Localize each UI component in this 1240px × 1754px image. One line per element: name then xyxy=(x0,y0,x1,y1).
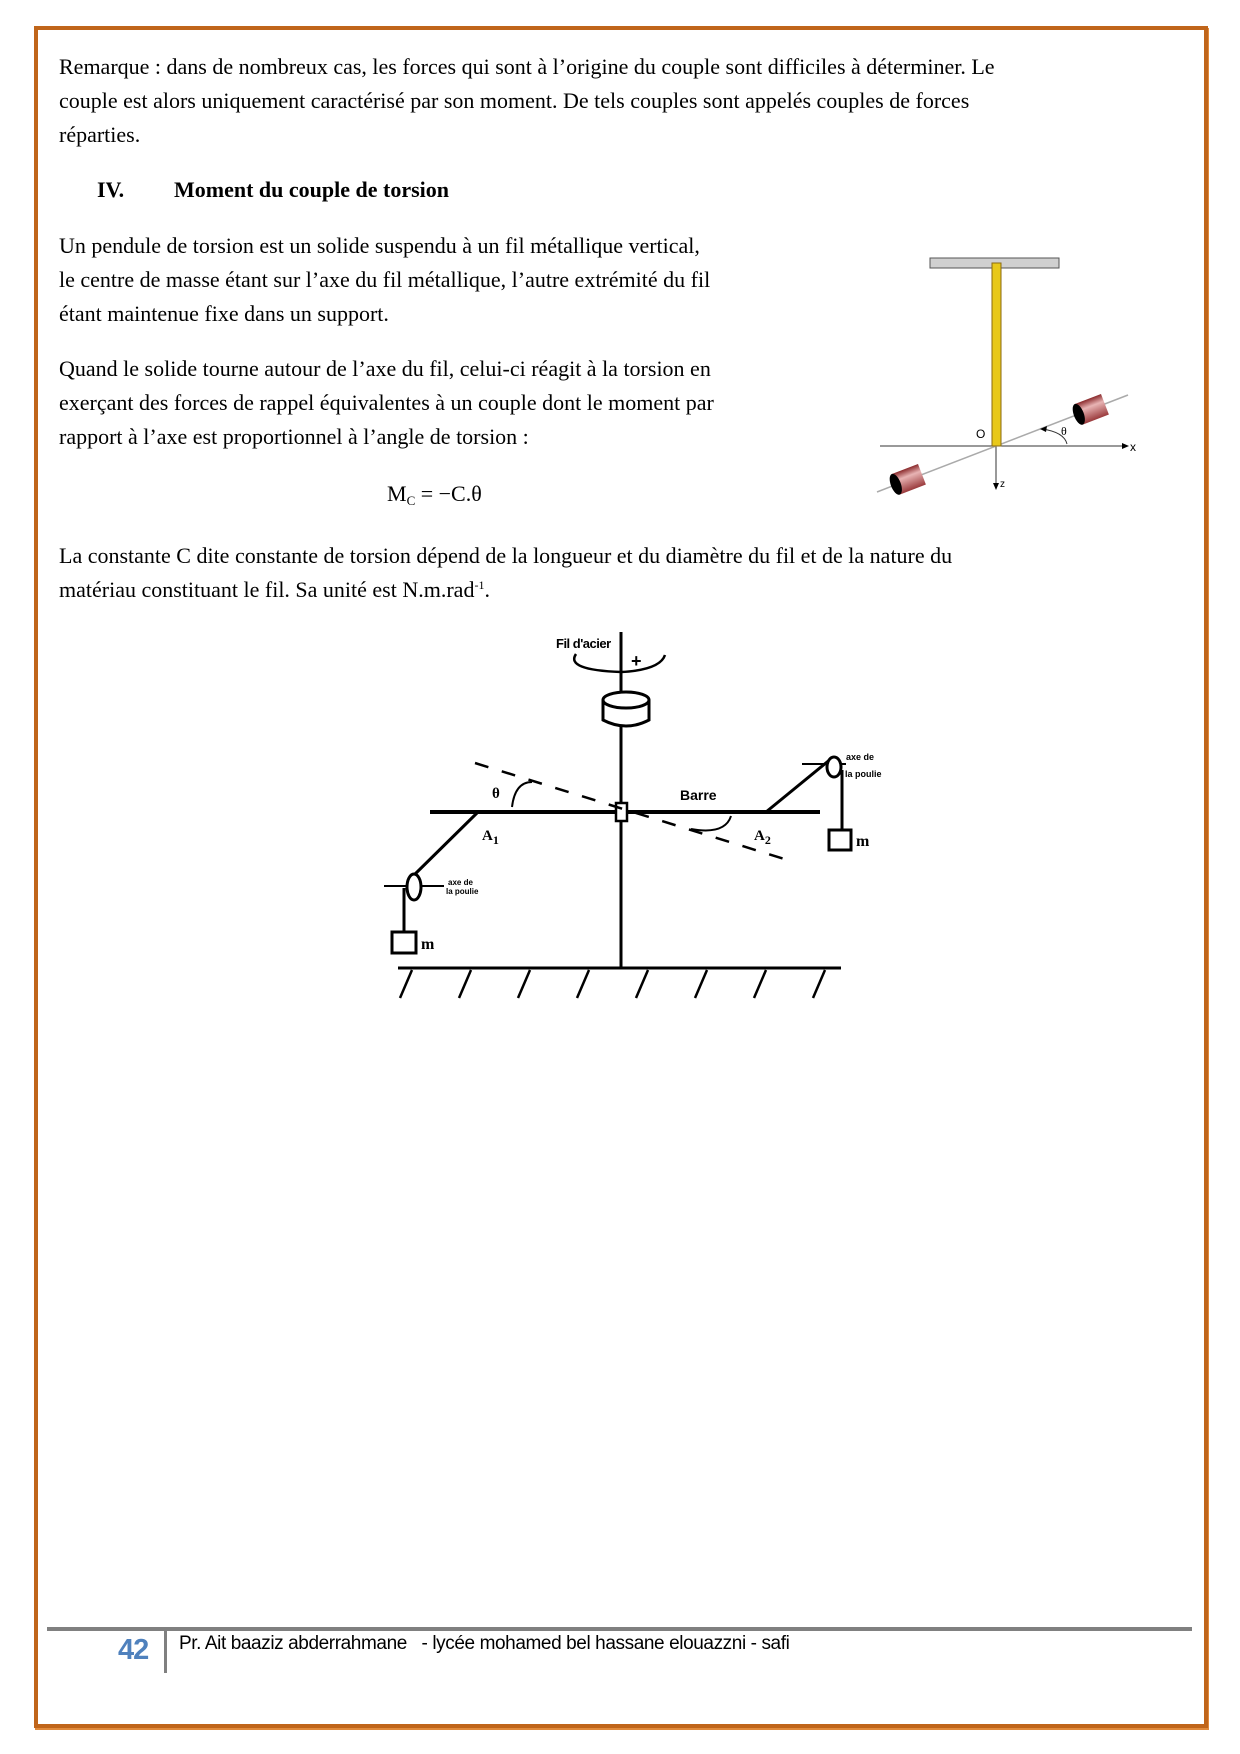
para1-line-2: le centre de masse étant sur l’axe du fil métallique, l’autre extrémité du fil xyxy=(59,267,711,292)
remark-line-1: Remarque : dans de nombreux cas, les forces qui sont à l’origine du couple sont difficiles à déterminer. Le xyxy=(59,54,995,79)
cylinder-disk xyxy=(603,692,649,726)
z-arrow-icon xyxy=(993,483,999,490)
mass-left xyxy=(887,464,926,496)
footer-author: Pr. Ait baaziz abderrahmane - lycée mohamed bel hassane elouazzni - safi xyxy=(179,1633,790,1654)
para3-end: . xyxy=(484,577,490,602)
footer-divider xyxy=(47,1627,1192,1631)
a1-letter: A xyxy=(482,828,493,844)
pulley-right xyxy=(827,757,841,777)
torsion-pendulum-figure xyxy=(850,230,1150,510)
formula-rhs: = −C.θ xyxy=(415,481,482,506)
wire-label: Fil d'acier xyxy=(556,636,611,651)
torsion-wire xyxy=(992,263,1001,446)
unit-exponent: -1 xyxy=(474,578,485,592)
page-number: 42 xyxy=(118,1634,149,1666)
bar-clamp xyxy=(616,803,627,821)
bar-label: Barre xyxy=(680,787,717,803)
remark-line-2: couple est alors uniquement caractérisé par son moment. De tels couples sont appelés couples de forces xyxy=(59,88,970,113)
string-right xyxy=(766,758,832,812)
string-left xyxy=(410,812,478,879)
mass-right xyxy=(1070,394,1109,426)
a1-subscript: 1 xyxy=(492,833,499,847)
mass-left xyxy=(392,932,416,953)
para2-line-1: Quand le solide tourne autour de l’axe du fil, celui-ci réagit à la torsion en xyxy=(59,356,711,381)
para1-line-1: Un pendule de torsion est un solide suspendu à un fil métallique vertical, xyxy=(59,233,700,258)
pulley-left-label-1: axe de xyxy=(448,878,473,887)
pulley-left-label-2: la poulie xyxy=(446,887,479,896)
para1-line-3: étant maintenue fixe dans un support. xyxy=(59,301,389,326)
mass-right xyxy=(829,830,851,850)
origin-label: O xyxy=(976,427,986,441)
x-axis-label: x xyxy=(1130,440,1136,454)
torsion-formula xyxy=(387,477,482,518)
section-number: IV. xyxy=(97,177,125,202)
remark-line-3: réparties. xyxy=(59,122,141,147)
point-a2-label xyxy=(754,828,771,847)
a2-subscript: 2 xyxy=(764,833,771,847)
point-a1-label xyxy=(482,828,499,847)
rotation-sign: + xyxy=(631,651,642,671)
para2-line-2: exerçant des forces de rappel équivalentes à un couple dont le moment par xyxy=(59,390,714,415)
theta-arc-arrow-2 xyxy=(691,816,731,830)
para3-line-1: La constante C dite constante de torsion dépend de la longueur et du diamètre du fil et de la nature du xyxy=(59,543,953,568)
ground-hatching xyxy=(400,970,825,998)
pulley-left xyxy=(407,874,421,900)
z-axis-label: z xyxy=(1000,479,1005,490)
pulley-right-label-2: la poulie xyxy=(845,769,882,779)
angle-label: θ xyxy=(1061,424,1067,438)
para3-text: matériau constituant le fil. Sa unité est N.m.rad xyxy=(59,577,475,602)
footer-separator xyxy=(164,1629,167,1673)
formula-moment: M xyxy=(387,481,407,506)
theta-label: θ xyxy=(492,786,500,802)
section-title: Moment du couple de torsion xyxy=(174,177,449,202)
mass-right-label: m xyxy=(856,833,870,850)
formula-subscript: C xyxy=(406,493,416,508)
para3-line-2 xyxy=(59,573,490,607)
pulley-right-label-1: axe de xyxy=(846,752,875,762)
para2-line-3: rapport à l’axe est proportionnel à l’angle de torsion : xyxy=(59,424,529,449)
x-arrow-icon xyxy=(1122,443,1129,449)
mass-left-label: m xyxy=(421,936,435,953)
torsion-experiment-diagram xyxy=(360,620,900,1020)
a2-letter: A xyxy=(754,828,765,844)
theta-arc-arrow xyxy=(512,782,532,807)
